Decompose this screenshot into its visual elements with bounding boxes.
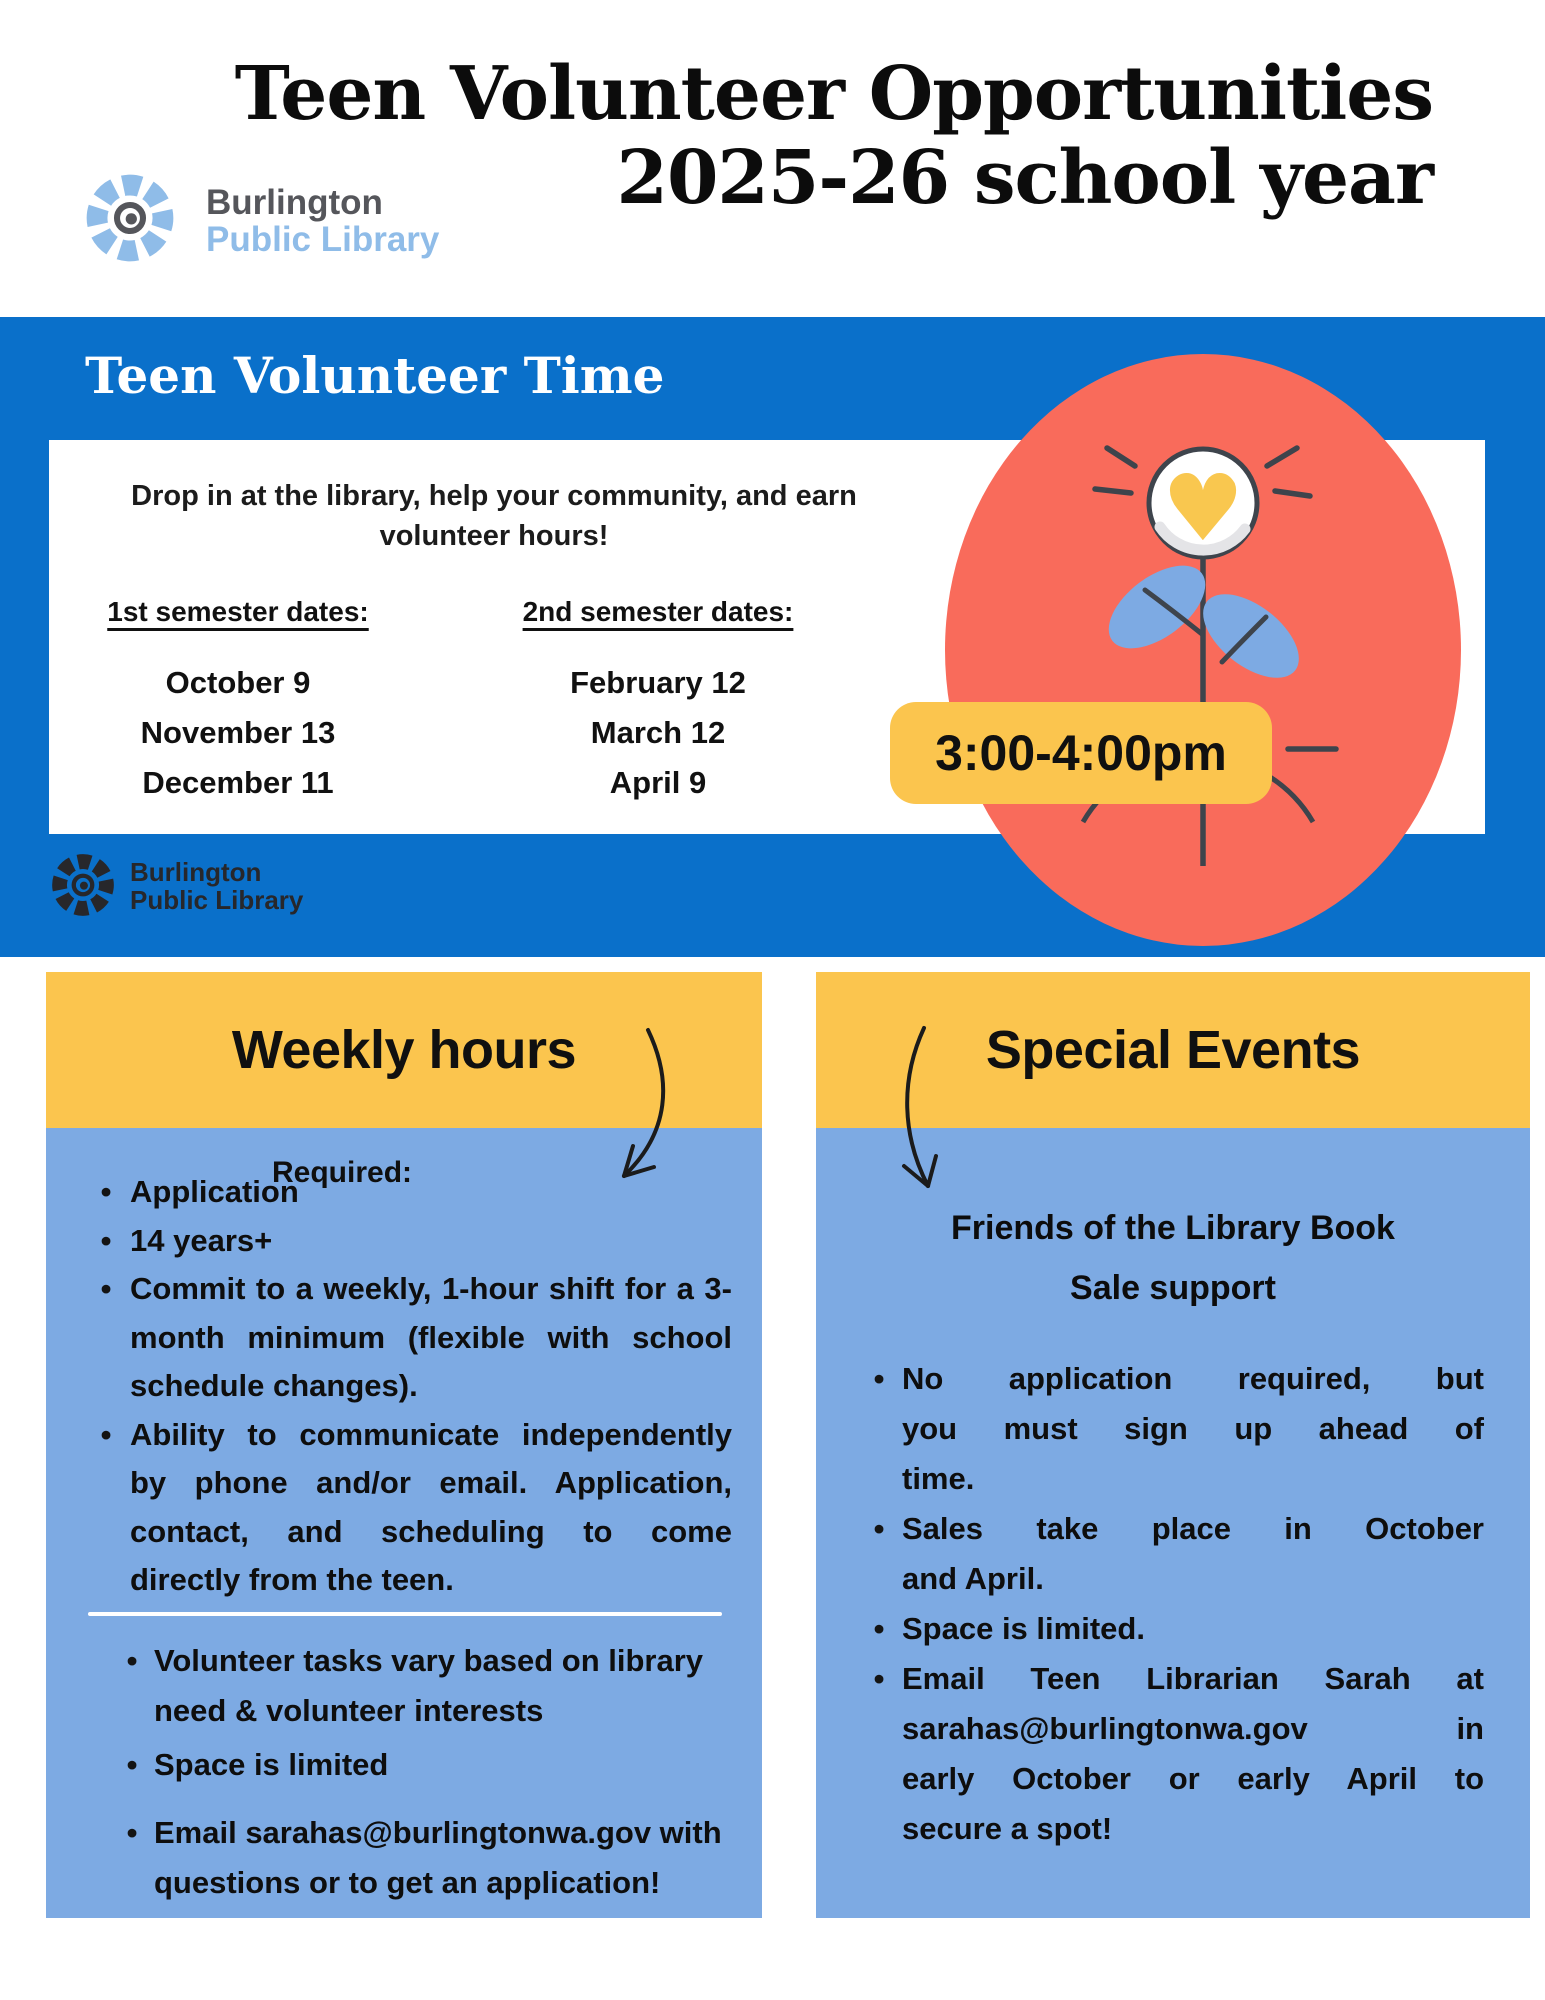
requirements-list — [82, 1168, 732, 1605]
list-item — [110, 1808, 752, 1908]
list-item-line: by phone and/or email. Application, — [130, 1465, 732, 1500]
semester-2-dates — [498, 658, 818, 808]
page-title-line1: Teen Volunteer Opportunities — [234, 51, 1433, 137]
bullet-dot: • — [873, 1361, 885, 1396]
bullet-dot: • — [100, 1416, 112, 1452]
intro-text — [61, 476, 927, 556]
library-logo-text — [130, 858, 303, 914]
curved-arrow-icon — [882, 1018, 992, 1203]
library-name-line1: Burlington — [206, 183, 383, 222]
list-item-line: Commit to a weekly, 1-hour shift for a 3- — [130, 1271, 732, 1306]
intro-line1: Drop in at the library, help your community, and earn — [131, 480, 857, 512]
list-item-line: questions or to get an application! — [154, 1865, 661, 1900]
bloom-icon — [1149, 449, 1257, 562]
weekly-hours-title: Weekly hours — [231, 1020, 577, 1080]
list-item — [82, 1411, 732, 1605]
bullet-dot: • — [100, 1174, 112, 1209]
list-item-line: early October or early April to — [902, 1761, 1484, 1796]
list-item-text — [130, 1265, 732, 1411]
list-item — [82, 1265, 732, 1411]
book-sale-heading-line1: Friends of the Library Book — [951, 1209, 1395, 1247]
list-item-line: sarahas@burlingtonwa.gov in — [902, 1711, 1484, 1746]
list-item-line: Volunteer tasks vary based on library — [154, 1643, 704, 1678]
date-item: November 13 — [140, 715, 336, 750]
list-item-text — [154, 1808, 752, 1908]
list-item-text — [130, 1411, 732, 1605]
bullet-dot: • — [873, 1661, 885, 1696]
list-item — [856, 1604, 1484, 1654]
semester-1-dates — [78, 658, 398, 808]
list-item-line: need & volunteer interests — [154, 1693, 544, 1728]
bullet-dot: • — [126, 1747, 138, 1782]
gear-icon — [78, 166, 182, 270]
list-item-line: directly from the teen. — [130, 1562, 454, 1597]
bullet-dot: • — [100, 1222, 112, 1258]
gear-icon — [46, 848, 120, 922]
list-item-line: Ability to communicate independently — [130, 1416, 732, 1452]
special-events-panel — [816, 972, 1530, 1918]
flower-icon — [1020, 400, 1420, 880]
library-logo-text — [206, 184, 439, 258]
notes-list — [110, 1636, 752, 1908]
date-item: December 11 — [142, 765, 334, 800]
list-item-text — [902, 1604, 1484, 1654]
list-item — [856, 1654, 1484, 1854]
list-item — [110, 1636, 752, 1736]
bullet-dot: • — [126, 1643, 138, 1678]
list-item-line: month minimum (flexible with school — [130, 1319, 732, 1355]
library-name-line1: Burlington — [130, 857, 262, 887]
page-title-line2: 2025-26 school year — [616, 135, 1433, 221]
required-heading: Required: — [272, 1156, 413, 1189]
special-events-list — [856, 1354, 1484, 1854]
date-item: February 12 — [570, 665, 746, 700]
bullet-dot: • — [873, 1611, 885, 1646]
library-name-line2: Public Library — [130, 885, 304, 915]
time-badge: 3:00-4:00pm — [890, 702, 1272, 804]
list-item-text — [902, 1654, 1484, 1854]
weekly-hours-panel — [46, 972, 762, 1918]
bullet-dot: • — [126, 1815, 138, 1850]
date-item: March 12 — [590, 715, 726, 750]
list-item-line: Email Teen Librarian Sarah at — [902, 1661, 1484, 1696]
list-item-line: schedule changes). — [130, 1368, 418, 1403]
list-item-line: and April. — [902, 1561, 1044, 1596]
special-events-title: Special Events — [985, 1020, 1361, 1080]
list-item — [856, 1354, 1484, 1504]
list-item-line: Application — [130, 1174, 299, 1209]
list-item-text — [154, 1740, 752, 1790]
list-item-line: Space is limited. — [902, 1611, 1145, 1646]
list-item-line: 14 years+ — [130, 1222, 273, 1258]
semester-1-column — [78, 596, 398, 808]
book-sale-heading — [816, 1198, 1530, 1318]
semester-2-column — [498, 596, 818, 808]
list-item — [82, 1217, 732, 1266]
list-item-line: Sales take place in October — [902, 1511, 1484, 1546]
bullet-dot: • — [100, 1271, 112, 1306]
intro-line2: volunteer hours! — [379, 520, 609, 552]
semester-1-heading: 1st semester dates: — [107, 596, 369, 627]
heart-icon: ♥ — [1161, 455, 1245, 562]
list-item-line: contact, and scheduling to come — [130, 1513, 732, 1549]
library-name-line2: Public Library — [206, 220, 440, 259]
list-item-line: you must sign up ahead of — [902, 1411, 1484, 1446]
semester-2-heading: 2nd semester dates: — [522, 596, 794, 627]
list-item-text — [902, 1504, 1484, 1604]
book-sale-heading-line2: Sale support — [1070, 1269, 1276, 1307]
date-item: April 9 — [609, 765, 707, 800]
divider-line — [88, 1612, 722, 1616]
list-item-text — [902, 1354, 1484, 1504]
list-item-line: time. — [902, 1461, 975, 1496]
hero-section-title: Teen Volunteer Time — [85, 346, 665, 405]
list-item-text — [130, 1217, 732, 1266]
list-item-line: Email sarahas@burlingtonwa.gov with — [154, 1815, 722, 1850]
list-item — [856, 1504, 1484, 1604]
date-item: October 9 — [165, 665, 311, 700]
list-item — [110, 1740, 752, 1790]
list-item-line: Space is limited — [154, 1747, 389, 1782]
bullet-dot: • — [873, 1511, 885, 1546]
list-item-text — [154, 1636, 752, 1736]
curved-arrow-icon — [606, 1020, 726, 1190]
list-item-line: secure a spot! — [902, 1811, 1113, 1846]
list-item-line: No application required, but — [902, 1361, 1484, 1396]
